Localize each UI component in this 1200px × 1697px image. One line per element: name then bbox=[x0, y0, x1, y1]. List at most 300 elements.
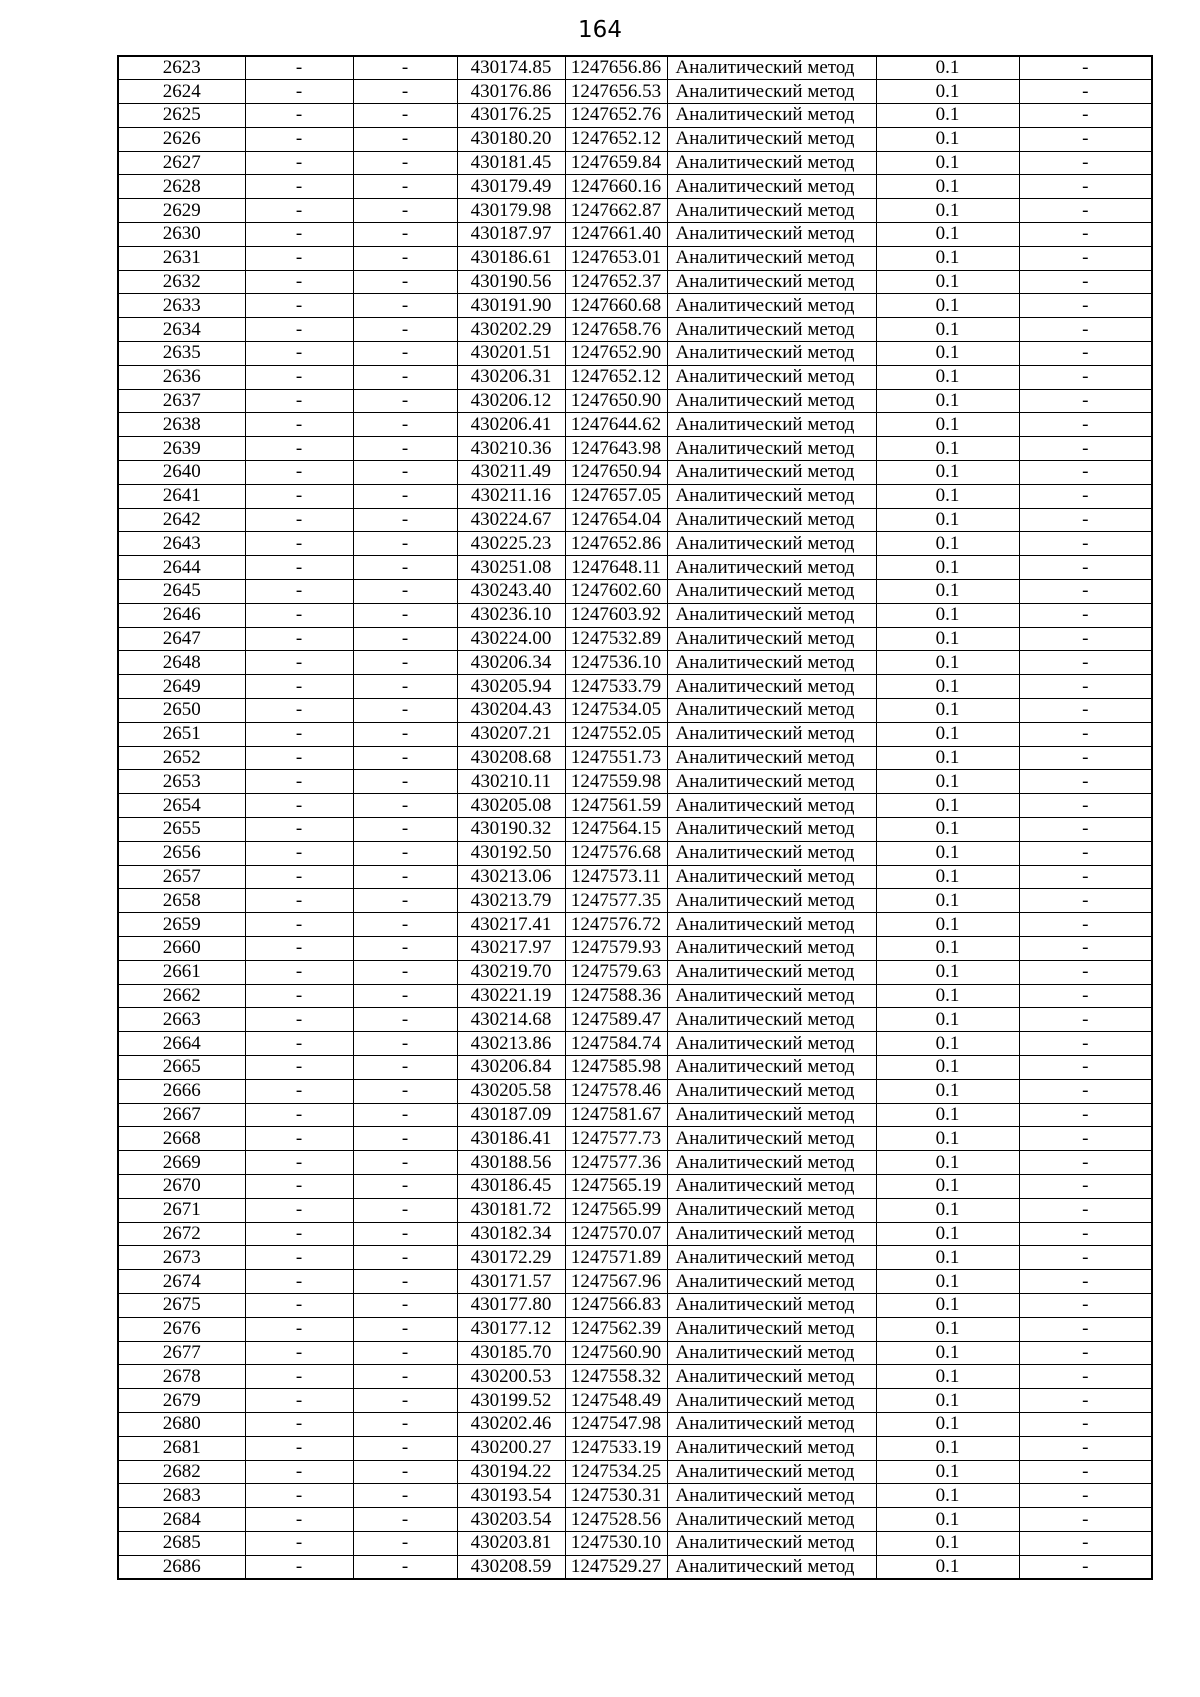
empty-cell-3: - bbox=[1019, 699, 1152, 723]
empty-cell-3: - bbox=[1019, 1246, 1152, 1270]
empty-cell-2: - bbox=[353, 770, 457, 794]
empty-cell-3: - bbox=[1019, 913, 1152, 937]
accuracy-cell: 0.1 bbox=[876, 794, 1019, 818]
empty-cell-2: - bbox=[353, 1055, 457, 1079]
empty-cell-1: - bbox=[245, 818, 353, 842]
method-cell: Аналитический метод bbox=[667, 746, 876, 770]
method-cell: Аналитический метод bbox=[667, 389, 876, 413]
empty-cell-1: - bbox=[245, 270, 353, 294]
x-coordinate-cell: 430188.56 bbox=[457, 1151, 565, 1175]
y-coordinate-cell: 1247660.68 bbox=[565, 294, 667, 318]
empty-cell-2: - bbox=[353, 722, 457, 746]
method-cell: Аналитический метод bbox=[667, 246, 876, 270]
y-coordinate-cell: 1247579.93 bbox=[565, 936, 667, 960]
empty-cell-2: - bbox=[353, 461, 457, 485]
x-coordinate-cell: 430208.68 bbox=[457, 746, 565, 770]
method-cell: Аналитический метод bbox=[667, 437, 876, 461]
empty-cell-1: - bbox=[245, 80, 353, 104]
empty-cell-3: - bbox=[1019, 889, 1152, 913]
method-cell: Аналитический метод bbox=[667, 1079, 876, 1103]
x-coordinate-cell: 430190.32 bbox=[457, 818, 565, 842]
table-row bbox=[118, 984, 1152, 1008]
accuracy-cell: 0.1 bbox=[876, 651, 1019, 675]
accuracy-cell: 0.1 bbox=[876, 936, 1019, 960]
accuracy-cell: 0.1 bbox=[876, 151, 1019, 175]
empty-cell-2: - bbox=[353, 889, 457, 913]
x-coordinate-cell: 430171.57 bbox=[457, 1270, 565, 1294]
page-number: 164 bbox=[578, 17, 622, 43]
y-coordinate-cell: 1247571.89 bbox=[565, 1246, 667, 1270]
method-cell: Аналитический метод bbox=[667, 1198, 876, 1222]
empty-cell-1: - bbox=[245, 1341, 353, 1365]
point-number-cell: 2653 bbox=[118, 770, 245, 794]
empty-cell-2: - bbox=[353, 1079, 457, 1103]
accuracy-cell: 0.1 bbox=[876, 484, 1019, 508]
table-row bbox=[118, 1032, 1152, 1056]
table-row bbox=[118, 865, 1152, 889]
empty-cell-1: - bbox=[245, 722, 353, 746]
x-coordinate-cell: 430207.21 bbox=[457, 722, 565, 746]
method-cell: Аналитический метод bbox=[667, 1317, 876, 1341]
y-coordinate-cell: 1247579.63 bbox=[565, 960, 667, 984]
method-cell: Аналитический метод bbox=[667, 675, 876, 699]
x-coordinate-cell: 430251.08 bbox=[457, 556, 565, 580]
y-coordinate-cell: 1247560.90 bbox=[565, 1341, 667, 1365]
x-coordinate-cell: 430201.51 bbox=[457, 342, 565, 366]
empty-cell-1: - bbox=[245, 556, 353, 580]
empty-cell-3: - bbox=[1019, 865, 1152, 889]
x-coordinate-cell: 430206.12 bbox=[457, 389, 565, 413]
empty-cell-1: - bbox=[245, 960, 353, 984]
point-number-cell: 2671 bbox=[118, 1198, 245, 1222]
table-row bbox=[118, 960, 1152, 984]
x-coordinate-cell: 430180.20 bbox=[457, 127, 565, 151]
accuracy-cell: 0.1 bbox=[876, 699, 1019, 723]
y-coordinate-cell: 1247584.74 bbox=[565, 1032, 667, 1056]
y-coordinate-cell: 1247530.31 bbox=[565, 1484, 667, 1508]
y-coordinate-cell: 1247558.32 bbox=[565, 1365, 667, 1389]
empty-cell-3: - bbox=[1019, 1127, 1152, 1151]
method-cell: Аналитический метод bbox=[667, 342, 876, 366]
point-number-cell: 2664 bbox=[118, 1032, 245, 1056]
accuracy-cell: 0.1 bbox=[876, 627, 1019, 651]
table-row bbox=[118, 556, 1152, 580]
accuracy-cell: 0.1 bbox=[876, 1293, 1019, 1317]
method-cell: Аналитический метод bbox=[667, 1436, 876, 1460]
x-coordinate-cell: 430186.41 bbox=[457, 1127, 565, 1151]
empty-cell-1: - bbox=[245, 1246, 353, 1270]
x-coordinate-cell: 430187.97 bbox=[457, 223, 565, 247]
empty-cell-2: - bbox=[353, 1174, 457, 1198]
method-cell: Аналитический метод bbox=[667, 1484, 876, 1508]
empty-cell-3: - bbox=[1019, 1293, 1152, 1317]
table-row bbox=[118, 1460, 1152, 1484]
point-number-cell: 2658 bbox=[118, 889, 245, 913]
empty-cell-3: - bbox=[1019, 651, 1152, 675]
accuracy-cell: 0.1 bbox=[876, 270, 1019, 294]
empty-cell-2: - bbox=[353, 603, 457, 627]
accuracy-cell: 0.1 bbox=[876, 413, 1019, 437]
empty-cell-1: - bbox=[245, 342, 353, 366]
point-number-cell: 2654 bbox=[118, 794, 245, 818]
empty-cell-3: - bbox=[1019, 1484, 1152, 1508]
table-row bbox=[118, 151, 1152, 175]
table-row bbox=[118, 699, 1152, 723]
x-coordinate-cell: 430179.49 bbox=[457, 175, 565, 199]
accuracy-cell: 0.1 bbox=[876, 80, 1019, 104]
empty-cell-2: - bbox=[353, 936, 457, 960]
method-cell: Аналитический метод bbox=[667, 1103, 876, 1127]
y-coordinate-cell: 1247652.12 bbox=[565, 365, 667, 389]
empty-cell-1: - bbox=[245, 794, 353, 818]
empty-cell-2: - bbox=[353, 342, 457, 366]
accuracy-cell: 0.1 bbox=[876, 1246, 1019, 1270]
point-number-cell: 2683 bbox=[118, 1484, 245, 1508]
table-row bbox=[118, 1198, 1152, 1222]
empty-cell-3: - bbox=[1019, 960, 1152, 984]
y-coordinate-cell: 1247573.11 bbox=[565, 865, 667, 889]
empty-cell-3: - bbox=[1019, 437, 1152, 461]
point-number-cell: 2655 bbox=[118, 818, 245, 842]
point-number-cell: 2624 bbox=[118, 80, 245, 104]
method-cell: Аналитический метод bbox=[667, 722, 876, 746]
accuracy-cell: 0.1 bbox=[876, 1555, 1019, 1579]
table-row bbox=[118, 1103, 1152, 1127]
method-cell: Аналитический метод bbox=[667, 508, 876, 532]
empty-cell-1: - bbox=[245, 841, 353, 865]
empty-cell-1: - bbox=[245, 413, 353, 437]
empty-cell-2: - bbox=[353, 1103, 457, 1127]
y-coordinate-cell: 1247658.76 bbox=[565, 318, 667, 342]
x-coordinate-cell: 430243.40 bbox=[457, 580, 565, 604]
y-coordinate-cell: 1247570.07 bbox=[565, 1222, 667, 1246]
empty-cell-1: - bbox=[245, 484, 353, 508]
empty-cell-1: - bbox=[245, 651, 353, 675]
table-row bbox=[118, 1341, 1152, 1365]
accuracy-cell: 0.1 bbox=[876, 580, 1019, 604]
y-coordinate-cell: 1247581.67 bbox=[565, 1103, 667, 1127]
x-coordinate-cell: 430203.54 bbox=[457, 1508, 565, 1532]
empty-cell-2: - bbox=[353, 556, 457, 580]
empty-cell-1: - bbox=[245, 127, 353, 151]
method-cell: Аналитический метод bbox=[667, 1055, 876, 1079]
empty-cell-1: - bbox=[245, 1270, 353, 1294]
empty-cell-2: - bbox=[353, 508, 457, 532]
y-coordinate-cell: 1247589.47 bbox=[565, 1008, 667, 1032]
y-coordinate-cell: 1247561.59 bbox=[565, 794, 667, 818]
table-row bbox=[118, 1151, 1152, 1175]
x-coordinate-cell: 430182.34 bbox=[457, 1222, 565, 1246]
empty-cell-2: - bbox=[353, 199, 457, 223]
table-row bbox=[118, 794, 1152, 818]
accuracy-cell: 0.1 bbox=[876, 223, 1019, 247]
empty-cell-2: - bbox=[353, 1531, 457, 1555]
y-coordinate-cell: 1247588.36 bbox=[565, 984, 667, 1008]
table-row bbox=[118, 461, 1152, 485]
y-coordinate-cell: 1247576.68 bbox=[565, 841, 667, 865]
table-row bbox=[118, 389, 1152, 413]
point-number-cell: 2657 bbox=[118, 865, 245, 889]
table-row bbox=[118, 1055, 1152, 1079]
x-coordinate-cell: 430190.56 bbox=[457, 270, 565, 294]
point-number-cell: 2661 bbox=[118, 960, 245, 984]
point-number-cell: 2643 bbox=[118, 532, 245, 556]
empty-cell-1: - bbox=[245, 294, 353, 318]
x-coordinate-cell: 430224.00 bbox=[457, 627, 565, 651]
point-number-cell: 2686 bbox=[118, 1555, 245, 1579]
empty-cell-2: - bbox=[353, 1460, 457, 1484]
empty-cell-3: - bbox=[1019, 1198, 1152, 1222]
empty-cell-3: - bbox=[1019, 556, 1152, 580]
empty-cell-1: - bbox=[245, 437, 353, 461]
table-row bbox=[118, 580, 1152, 604]
empty-cell-2: - bbox=[353, 389, 457, 413]
method-cell: Аналитический метод bbox=[667, 223, 876, 247]
x-coordinate-cell: 430187.09 bbox=[457, 1103, 565, 1127]
point-number-cell: 2652 bbox=[118, 746, 245, 770]
empty-cell-1: - bbox=[245, 1079, 353, 1103]
empty-cell-3: - bbox=[1019, 936, 1152, 960]
accuracy-cell: 0.1 bbox=[876, 294, 1019, 318]
table-row bbox=[118, 80, 1152, 104]
accuracy-cell: 0.1 bbox=[876, 1032, 1019, 1056]
empty-cell-2: - bbox=[353, 437, 457, 461]
method-cell: Аналитический метод bbox=[667, 1555, 876, 1579]
empty-cell-1: - bbox=[245, 865, 353, 889]
x-coordinate-cell: 430200.27 bbox=[457, 1436, 565, 1460]
table-row bbox=[118, 318, 1152, 342]
x-coordinate-cell: 430192.50 bbox=[457, 841, 565, 865]
x-coordinate-cell: 430200.53 bbox=[457, 1365, 565, 1389]
table-body bbox=[118, 56, 1152, 1579]
accuracy-cell: 0.1 bbox=[876, 365, 1019, 389]
empty-cell-1: - bbox=[245, 1484, 353, 1508]
table-row bbox=[118, 294, 1152, 318]
method-cell: Аналитический метод bbox=[667, 532, 876, 556]
method-cell: Аналитический метод bbox=[667, 365, 876, 389]
point-number-cell: 2625 bbox=[118, 104, 245, 128]
point-number-cell: 2650 bbox=[118, 699, 245, 723]
table-row bbox=[118, 1555, 1152, 1579]
empty-cell-3: - bbox=[1019, 841, 1152, 865]
empty-cell-1: - bbox=[245, 1174, 353, 1198]
x-coordinate-cell: 430211.16 bbox=[457, 484, 565, 508]
empty-cell-1: - bbox=[245, 936, 353, 960]
empty-cell-1: - bbox=[245, 532, 353, 556]
empty-cell-3: - bbox=[1019, 223, 1152, 247]
empty-cell-3: - bbox=[1019, 56, 1152, 80]
x-coordinate-cell: 430225.23 bbox=[457, 532, 565, 556]
accuracy-cell: 0.1 bbox=[876, 1151, 1019, 1175]
table-row bbox=[118, 913, 1152, 937]
method-cell: Аналитический метод bbox=[667, 1389, 876, 1413]
method-cell: Аналитический метод bbox=[667, 770, 876, 794]
accuracy-cell: 0.1 bbox=[876, 1270, 1019, 1294]
empty-cell-1: - bbox=[245, 1293, 353, 1317]
point-number-cell: 2682 bbox=[118, 1460, 245, 1484]
x-coordinate-cell: 430213.06 bbox=[457, 865, 565, 889]
empty-cell-1: - bbox=[245, 699, 353, 723]
table-row bbox=[118, 770, 1152, 794]
x-coordinate-cell: 430172.29 bbox=[457, 1246, 565, 1270]
table-row bbox=[118, 1270, 1152, 1294]
method-cell: Аналитический метод bbox=[667, 960, 876, 984]
accuracy-cell: 0.1 bbox=[876, 246, 1019, 270]
empty-cell-3: - bbox=[1019, 80, 1152, 104]
point-number-cell: 2631 bbox=[118, 246, 245, 270]
point-number-cell: 2679 bbox=[118, 1389, 245, 1413]
empty-cell-3: - bbox=[1019, 318, 1152, 342]
table-row bbox=[118, 722, 1152, 746]
table-row bbox=[118, 1484, 1152, 1508]
table-row bbox=[118, 56, 1152, 80]
table-row bbox=[118, 437, 1152, 461]
accuracy-cell: 0.1 bbox=[876, 1127, 1019, 1151]
accuracy-cell: 0.1 bbox=[876, 960, 1019, 984]
empty-cell-3: - bbox=[1019, 675, 1152, 699]
accuracy-cell: 0.1 bbox=[876, 1484, 1019, 1508]
table-row bbox=[118, 1436, 1152, 1460]
empty-cell-3: - bbox=[1019, 199, 1152, 223]
accuracy-cell: 0.1 bbox=[876, 746, 1019, 770]
accuracy-cell: 0.1 bbox=[876, 1341, 1019, 1365]
method-cell: Аналитический метод bbox=[667, 1508, 876, 1532]
table-row bbox=[118, 936, 1152, 960]
empty-cell-1: - bbox=[245, 1222, 353, 1246]
empty-cell-2: - bbox=[353, 1198, 457, 1222]
method-cell: Аналитический метод bbox=[667, 80, 876, 104]
point-number-cell: 2642 bbox=[118, 508, 245, 532]
method-cell: Аналитический метод bbox=[667, 1270, 876, 1294]
x-coordinate-cell: 430176.86 bbox=[457, 80, 565, 104]
point-number-cell: 2669 bbox=[118, 1151, 245, 1175]
y-coordinate-cell: 1247652.37 bbox=[565, 270, 667, 294]
y-coordinate-cell: 1247565.99 bbox=[565, 1198, 667, 1222]
empty-cell-1: - bbox=[245, 1365, 353, 1389]
y-coordinate-cell: 1247662.87 bbox=[565, 199, 667, 223]
y-coordinate-cell: 1247577.36 bbox=[565, 1151, 667, 1175]
empty-cell-1: - bbox=[245, 770, 353, 794]
empty-cell-2: - bbox=[353, 104, 457, 128]
empty-cell-3: - bbox=[1019, 1270, 1152, 1294]
table-row bbox=[118, 1293, 1152, 1317]
y-coordinate-cell: 1247530.10 bbox=[565, 1531, 667, 1555]
method-cell: Аналитический метод bbox=[667, 56, 876, 80]
x-coordinate-cell: 430217.41 bbox=[457, 913, 565, 937]
empty-cell-2: - bbox=[353, 294, 457, 318]
point-number-cell: 2633 bbox=[118, 294, 245, 318]
method-cell: Аналитический метод bbox=[667, 936, 876, 960]
y-coordinate-cell: 1247528.56 bbox=[565, 1508, 667, 1532]
empty-cell-2: - bbox=[353, 1151, 457, 1175]
empty-cell-1: - bbox=[245, 151, 353, 175]
x-coordinate-cell: 430205.58 bbox=[457, 1079, 565, 1103]
point-number-cell: 2626 bbox=[118, 127, 245, 151]
table-row bbox=[118, 1127, 1152, 1151]
x-coordinate-cell: 430186.45 bbox=[457, 1174, 565, 1198]
empty-cell-3: - bbox=[1019, 1341, 1152, 1365]
accuracy-cell: 0.1 bbox=[876, 1460, 1019, 1484]
y-coordinate-cell: 1247652.90 bbox=[565, 342, 667, 366]
empty-cell-3: - bbox=[1019, 984, 1152, 1008]
point-number-cell: 2659 bbox=[118, 913, 245, 937]
y-coordinate-cell: 1247654.04 bbox=[565, 508, 667, 532]
y-coordinate-cell: 1247534.05 bbox=[565, 699, 667, 723]
y-coordinate-cell: 1247536.10 bbox=[565, 651, 667, 675]
method-cell: Аналитический метод bbox=[667, 1246, 876, 1270]
empty-cell-2: - bbox=[353, 365, 457, 389]
empty-cell-2: - bbox=[353, 1412, 457, 1436]
empty-cell-2: - bbox=[353, 1555, 457, 1579]
table-row bbox=[118, 889, 1152, 913]
table-row bbox=[118, 246, 1152, 270]
empty-cell-2: - bbox=[353, 841, 457, 865]
y-coordinate-cell: 1247552.05 bbox=[565, 722, 667, 746]
table-row bbox=[118, 1008, 1152, 1032]
empty-cell-1: - bbox=[245, 104, 353, 128]
empty-cell-2: - bbox=[353, 1222, 457, 1246]
point-number-cell: 2636 bbox=[118, 365, 245, 389]
accuracy-cell: 0.1 bbox=[876, 556, 1019, 580]
empty-cell-2: - bbox=[353, 1293, 457, 1317]
empty-cell-2: - bbox=[353, 627, 457, 651]
empty-cell-1: - bbox=[245, 1317, 353, 1341]
x-coordinate-cell: 430236.10 bbox=[457, 603, 565, 627]
empty-cell-1: - bbox=[245, 175, 353, 199]
point-number-cell: 2681 bbox=[118, 1436, 245, 1460]
empty-cell-1: - bbox=[245, 1032, 353, 1056]
empty-cell-3: - bbox=[1019, 794, 1152, 818]
point-number-cell: 2623 bbox=[118, 56, 245, 80]
empty-cell-3: - bbox=[1019, 342, 1152, 366]
x-coordinate-cell: 430177.80 bbox=[457, 1293, 565, 1317]
x-coordinate-cell: 430204.43 bbox=[457, 699, 565, 723]
point-number-cell: 2675 bbox=[118, 1293, 245, 1317]
method-cell: Аналитический метод bbox=[667, 461, 876, 485]
point-number-cell: 2668 bbox=[118, 1127, 245, 1151]
point-number-cell: 2670 bbox=[118, 1174, 245, 1198]
y-coordinate-cell: 1247661.40 bbox=[565, 223, 667, 247]
table-row bbox=[118, 746, 1152, 770]
empty-cell-2: - bbox=[353, 960, 457, 984]
empty-cell-1: - bbox=[245, 1198, 353, 1222]
empty-cell-3: - bbox=[1019, 770, 1152, 794]
x-coordinate-cell: 430205.94 bbox=[457, 675, 565, 699]
table-row bbox=[118, 1412, 1152, 1436]
x-coordinate-cell: 430206.41 bbox=[457, 413, 565, 437]
method-cell: Аналитический метод bbox=[667, 1341, 876, 1365]
method-cell: Аналитический метод bbox=[667, 1151, 876, 1175]
empty-cell-2: - bbox=[353, 127, 457, 151]
x-coordinate-cell: 430205.08 bbox=[457, 794, 565, 818]
x-coordinate-cell: 430181.45 bbox=[457, 151, 565, 175]
method-cell: Аналитический метод bbox=[667, 175, 876, 199]
x-coordinate-cell: 430214.68 bbox=[457, 1008, 565, 1032]
point-number-cell: 2666 bbox=[118, 1079, 245, 1103]
empty-cell-3: - bbox=[1019, 746, 1152, 770]
empty-cell-3: - bbox=[1019, 484, 1152, 508]
y-coordinate-cell: 1247562.39 bbox=[565, 1317, 667, 1341]
table-row bbox=[118, 1246, 1152, 1270]
point-number-cell: 2651 bbox=[118, 722, 245, 746]
empty-cell-3: - bbox=[1019, 151, 1152, 175]
accuracy-cell: 0.1 bbox=[876, 1222, 1019, 1246]
empty-cell-3: - bbox=[1019, 532, 1152, 556]
empty-cell-2: - bbox=[353, 1270, 457, 1294]
accuracy-cell: 0.1 bbox=[876, 1103, 1019, 1127]
empty-cell-2: - bbox=[353, 1317, 457, 1341]
empty-cell-2: - bbox=[353, 1389, 457, 1413]
